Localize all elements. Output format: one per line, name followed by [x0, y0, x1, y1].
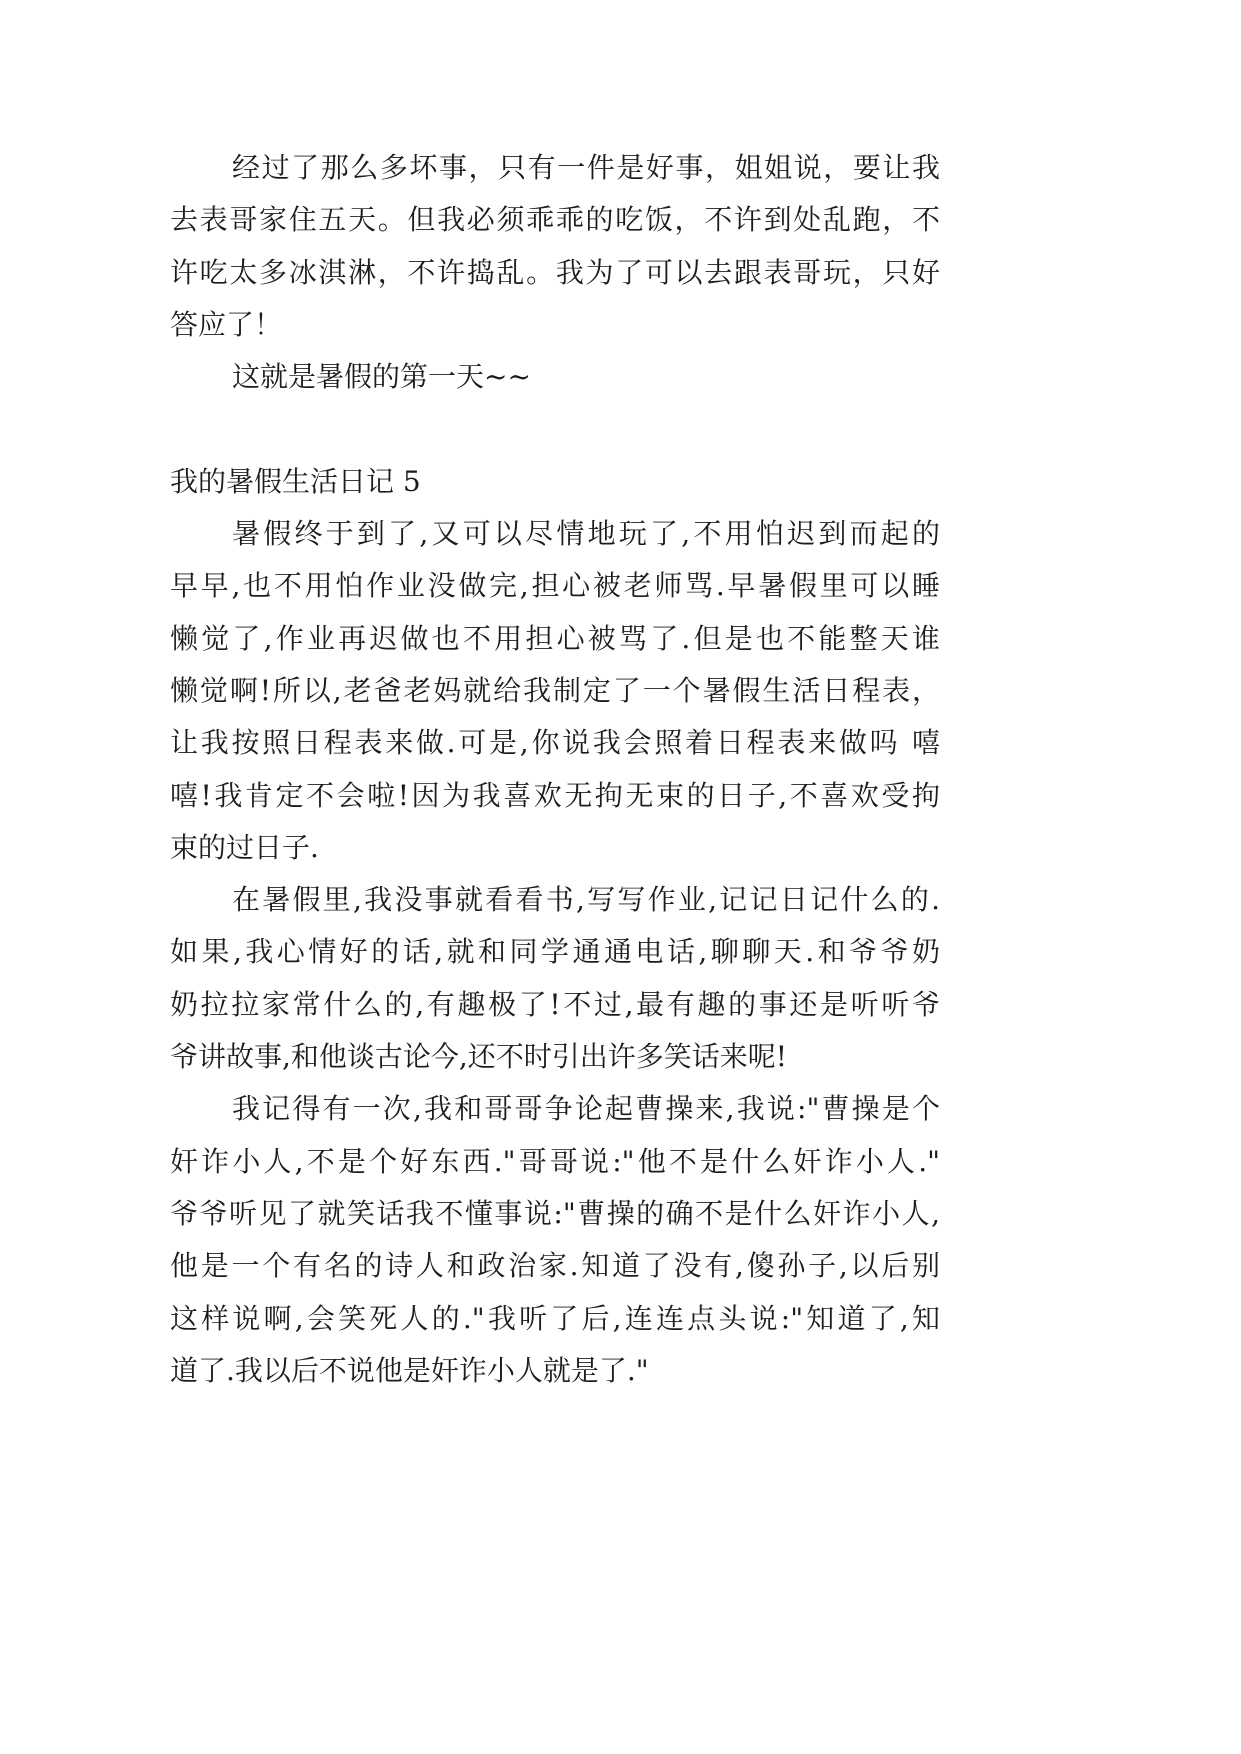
paragraph-line: 我记得有一次,我和哥哥争论起曹操来,我说:"曹操是个 [232, 1092, 940, 1126]
paragraph [170, 142, 940, 351]
paragraph-line: 如果,我心情好的话,就和同学通通电话,聊聊天.和爷爷奶 [170, 935, 940, 969]
paragraph-line: 去表哥家住五天。但我必须乖乖的吃饭，不许到处乱跑，不 [170, 203, 940, 237]
paragraph-line: 懒觉啊!所以,老爸老妈就给我制定了一个暑假生活日程表， [170, 673, 940, 707]
diary-heading: 我的暑假生活日记 5 [170, 464, 421, 498]
paragraph-line: 经过了那么多坏事，只有一件是好事，姐姐说，要让我 [232, 151, 940, 184]
paragraph-line: 嘻!我肯定不会啦!因为我喜欢无拘无束的日子,不喜欢受拘 [170, 778, 940, 812]
paragraph-line: 许吃太多冰淇淋，不许捣乱。我为了可以去跟表哥玩，只好 [170, 255, 940, 289]
paragraph-line: 暑假终于到了,又可以尽情地玩了,不用怕迟到而起的 [232, 517, 940, 551]
paragraph [170, 874, 940, 1083]
paragraph-line: 奸诈小人,不是个好东西."哥哥说:"他不是什么奸诈小人." [170, 1144, 940, 1178]
paragraph-line: 束的过日子. [170, 830, 319, 864]
paragraph-line: 懒觉了,作业再迟做也不用担心被骂了.但是也不能整天谁 [170, 621, 940, 655]
paragraph-line: 他是一个有名的诗人和政治家.知道了没有,傻孙子,以后别 [170, 1249, 940, 1283]
paragraph [170, 508, 940, 874]
paragraph-line: 这样说啊,会笑死人的."我听了后,连连点头说:"知道了,知 [170, 1301, 940, 1335]
paragraph-line: 让我按照日程表来做.可是,你说我会照着日程表来做吗 嘻 [170, 726, 940, 760]
paragraph-line: 爷讲故事,和他谈古论今,还不时引出许多笑话来呢! [170, 1040, 788, 1074]
paragraph [170, 351, 940, 403]
blank-line [170, 403, 940, 455]
paragraph-line: 在暑假里,我没事就看看书,写写作业,记记日记什么的. [232, 883, 940, 917]
paragraph-line: 爷爷听见了就笑话我不懂事说:"曹操的确不是什么奸诈小人, [170, 1196, 940, 1230]
paragraph-line: 奶拉拉家常什么的,有趣极了!不过,最有趣的事还是听听爷 [170, 987, 940, 1021]
document-body [170, 142, 940, 1397]
paragraph-line: 道了.我以后不说他是奸诈小人就是了." [170, 1353, 649, 1387]
paragraph-line: 答应了！ [170, 307, 283, 341]
paragraph-line: 这就是暑假的第一天~~ [232, 360, 531, 394]
paragraph [170, 1083, 940, 1397]
paragraph-line: 早早,也不用怕作业没做完,担心被老师骂.早暑假里可以睡 [170, 569, 940, 603]
